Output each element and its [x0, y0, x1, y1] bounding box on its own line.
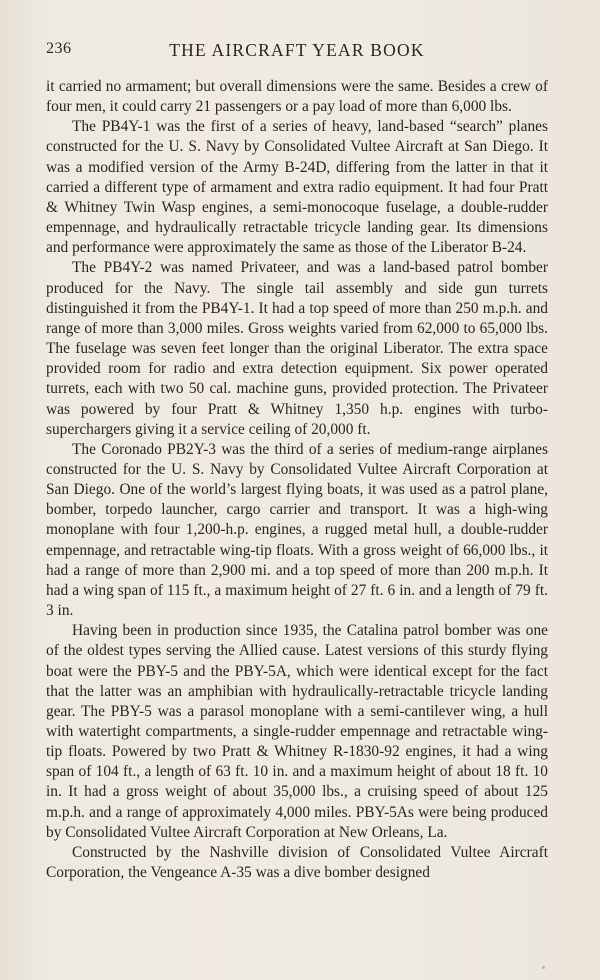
- page-number: 236: [46, 40, 72, 57]
- running-head: [46, 40, 548, 66]
- paragraph-pb4y-1: The PB4Y-1 was the first of a series of heavy, land-based “search” planes constructed for the U. S. Navy by Consolidated Vultee Aircraft at San Diego. It was a modified version of the Army B-24D, differing from the latter in that it carried a different type of armament and extra radio equipment. It had four Pratt & Whitney Twin Wasp engines, a semi-monocoque fuselage, a double-rudder empennage, and hydraulically retractable tricycle landing gear. Its dimensions and performance were approximately the same as those of the Liberator B-24.: [46, 118, 548, 257]
- paragraph-vengeance-a-35: Constructed by the Nashville division of Consolidated Vultee Aircraft Corporation, the Vengeance A-35 was a dive bomber designed: [46, 843, 548, 882]
- running-title: THE AIRCRAFT YEAR BOOK: [169, 40, 425, 60]
- paper-speck: [542, 966, 545, 969]
- paragraph-coronado-pb2y-3: The Coronado PB2Y-3 was the third of a series of medium-range airplanes constructed for the U. S. Navy by Consolidated Vultee Aircraft Corporation at San Diego. One of the world’s largest flying boats, it was used as a patrol plane, bomber, torpedo launcher, cargo carrier and transport. It was a high-wing monoplane with four 1,200-h.p. engines, a rugged metal hull, a double-rudder empennage, and retractable wing-tip floats. With a gross weight of 66,000 lbs., it had a range of more than 2,900 mi. and a top speed of more than 200 m.p.h. It had a wing span of 115 ft., a maximum height of 27 ft. 6 in. and a length of 79 ft. 3 in.: [46, 440, 548, 620]
- paragraph-catalina: Having been in production since 1935, the Catalina patrol bomber was one of the oldest types serving the Allied cause. Latest versions of this sturdy flying boat were the PBY-5 and the PBY-5A, which were identical except for the fact that the latter was an amphibian with hydraulically-retractable tricycle landing gear. The PBY-5 was a parasol monoplane with a semi-cantilever wing, a hull with watertight compartments, a single-rudder empennage and retractable wing-tip floats. Powered by two Pratt & Whitney R-1830-92 engines, it had a wing span of 104 ft., a length of 63 ft. 10 in. and a maximum height of about 18 ft. 10 in. It had a gross weight of about 35,000 lbs., a cruising speed of about 125 m.p.h. and a range of approximately 4,000 miles. PBY-5As were being produced by Consolidated Vultee Aircraft Corporation at New Orleans, La.: [46, 622, 548, 841]
- paragraph-pb4y-2-privateer: The PB4Y-2 was named Privateer, and was a land-based patrol bomber produced for the Navy. The single tail assembly and side gun turrets distinguished it from the PB4Y-1. It had a top speed of more than 250 m.p.h. and range of more than 3,000 miles. Gross weights varied from 62,000 to 65,000 lbs. The fuselage was seven feet longer than the original Liberator. The extra space provided room for radio and extra detection equipment. Six power operated turrets, each with two 50 cal. machine guns, provided protection. The Privateer was powered by four Pratt & Whitney 1,350 h.p. engines with turbo-superchargers giving it a service ceiling of 20,000 ft.: [46, 259, 548, 438]
- paragraph-continued: it carried no armament; but overall dimensions were the same. Besides a crew of four men, it could carry 21 passengers or a pay load of more than 6,000 lbs.: [46, 78, 548, 116]
- body-text: [46, 77, 548, 883]
